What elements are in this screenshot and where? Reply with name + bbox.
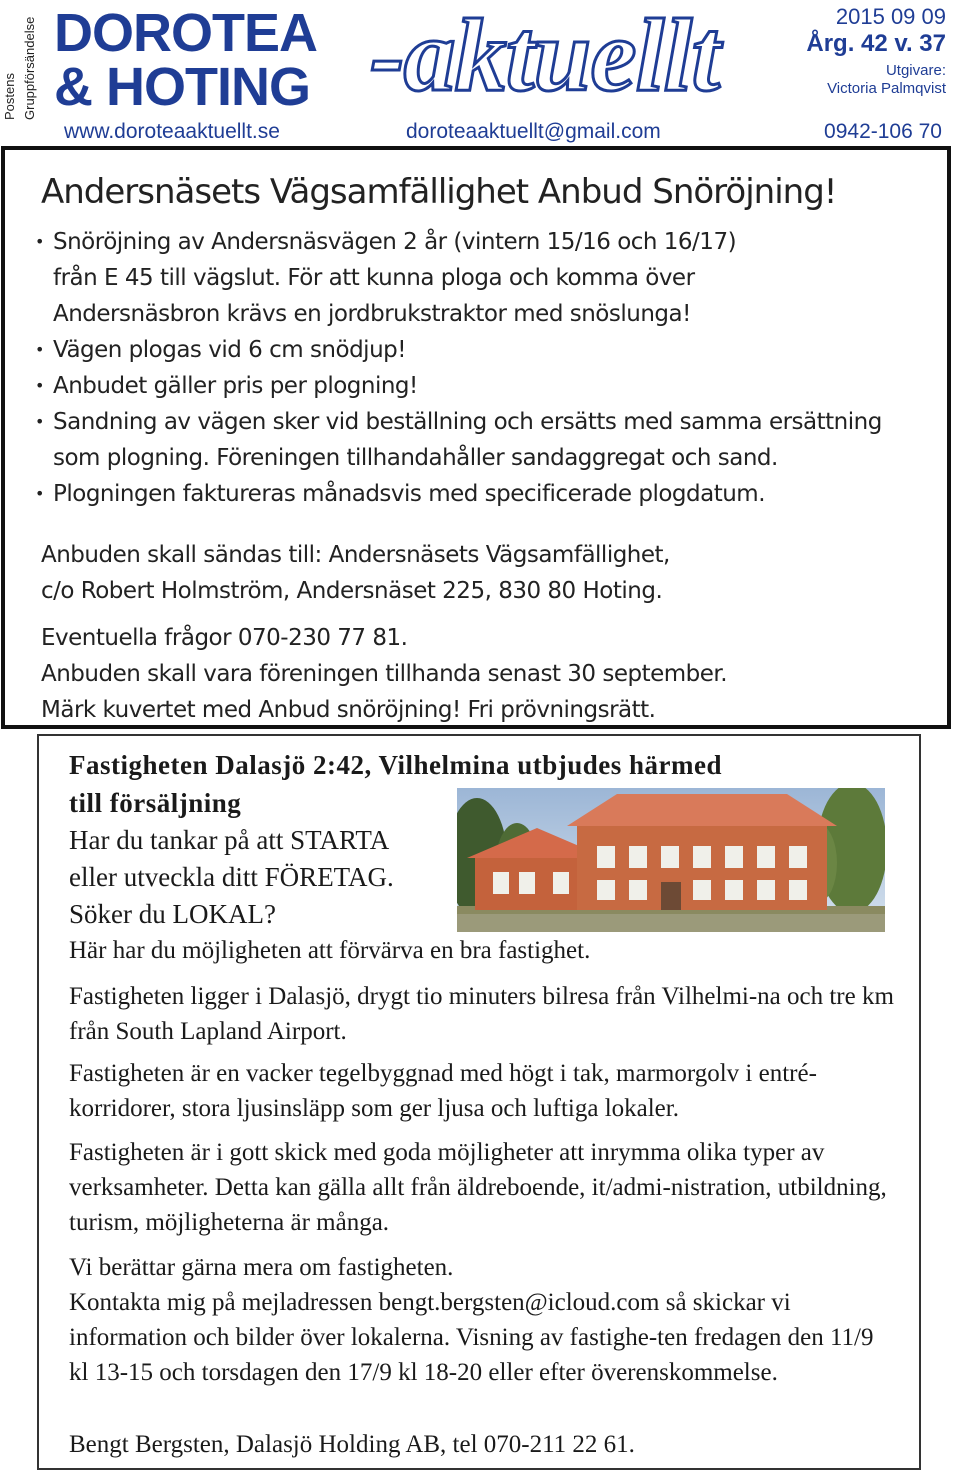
logo-script: -aktuellt [370,0,720,113]
property-sale-ad [37,734,921,1470]
contact-bar [64,120,946,146]
bullet-line: Andersnäsbron krävs en jordbrukstraktor med snöslunga! [53,301,691,327]
lead-line1: Har du tankar på att STARTA [69,825,390,855]
bullet-line: • Vägen plogas vid 6 cm snödjup! [53,337,406,363]
bullet-item [33,404,913,476]
phone-number: 0942-106 70 [824,120,942,143]
building-paragraph: Fastigheten är en vacker tegelbyggnad med högt i tak, marmorgolv i entré-korridorer, stora ljusinsläpp som ger ljusa och luftiga lokaler. [69,1060,817,1122]
newspaper-logo [54,3,317,117]
mark-line: Märk kuvertet med Anbud snöröjning! Fri prövningsrätt. [41,697,656,723]
ad-bullet-list [33,224,913,512]
publisher-name: Victoria Palmqvist [827,80,946,97]
logo-line2: & HOTING [54,57,310,117]
contact-paragraph: Kontakta mig på mejladressen bengt.bergsten@icloud.com så skickar vi information och bilder över lokalerna. Visning av fastighe-ten fredagen den 11/9 kl 13-15 och torsdagen den 17/9 kl 18-20 eller efter överenskommelse. [69,1289,874,1386]
property-title-line2: till försäljning [69,788,242,818]
bullet-item [33,476,913,512]
snow-removal-ad [1,146,951,729]
issue-date: 2015 09 09 [835,4,946,29]
issue-volume: Årg. 42 v. 37 [806,30,946,57]
questions-line: Eventuella frågor 070-230 77 81. [41,625,408,651]
signature-line: Bengt Bergsten, Dalasjö Holding AB, tel 070-211 22 61. [69,1431,635,1458]
send-to-line2: c/o Robert Holmström, Andersnäset 225, 830 80 Hoting. [41,578,663,604]
location-paragraph: Fastigheten ligger i Dalasjö, drygt tio minuters bilresa från Vilhelmi-na och tre km från South Lapland Airport. [69,983,894,1045]
condition-paragraph: Fastigheten är i gott skick med goda möjligheter att inrymma olika typer av verksamheter. Detta kan gälla allt från äldreboende, it/admi-nistration, utbildning, turism, möjligheterna är många. [69,1139,887,1236]
deadline-line: Anbuden skall vara föreningen tillhanda senast 30 september. [41,661,728,687]
bullet-line: • Plogningen faktureras månadsvis med specificerade plogdatum. [53,481,766,507]
property-title-line1: Fastigheten Dalasjö 2:42, Vilhelmina utbjudes härmed [69,750,723,780]
lead-line4: Här har du möjligheten att förvärva en bra fastighet. [69,937,591,964]
bullet-line: • Snöröjning av Andersnäsvägen 2 år (vintern 15/16 och 16/17) [53,229,737,255]
lead-line2: eller utveckla ditt FÖRETAG. [69,862,394,892]
contact-intro: Vi berättar gärna mera om fastigheten. [69,1254,454,1281]
postal-label [0,0,44,122]
building-photo [457,788,885,932]
bullet-item [33,332,913,368]
issue-info [806,4,946,98]
logo-line1: DOROTEA [54,3,317,63]
publisher-label: Utgivare: [885,62,946,79]
email-link[interactable]: doroteaaktuellt@gmail.com [406,120,661,143]
bullet-item [33,368,913,404]
bullet-line: som plogning. Föreningen tillhandahåller sandaggregat och sand. [53,445,778,471]
lead-line3: Söker du LOKAL? [69,899,276,929]
send-to-line1: Anbuden skall sändas till: Andersnäsets Vägsamfällighet, [41,542,670,568]
postal-label-line1: Postens [2,73,17,120]
website-link[interactable]: www.doroteaaktuellt.se [64,120,280,143]
bullet-line: • Anbudet gäller pris per plogning! [53,373,418,399]
postal-label-line2: Gruppförsändelse [22,16,37,120]
bullet-line: • Sandning av vägen sker vid beställning och ersätts med samma ersättning [53,409,882,435]
ad-headline: Andersnäsets Vägsamfällighet Anbud Snöröjning! [41,172,837,212]
bullet-line: från E 45 till vägslut. För att kunna ploga och komma över [53,265,695,291]
bullet-item [33,224,913,332]
